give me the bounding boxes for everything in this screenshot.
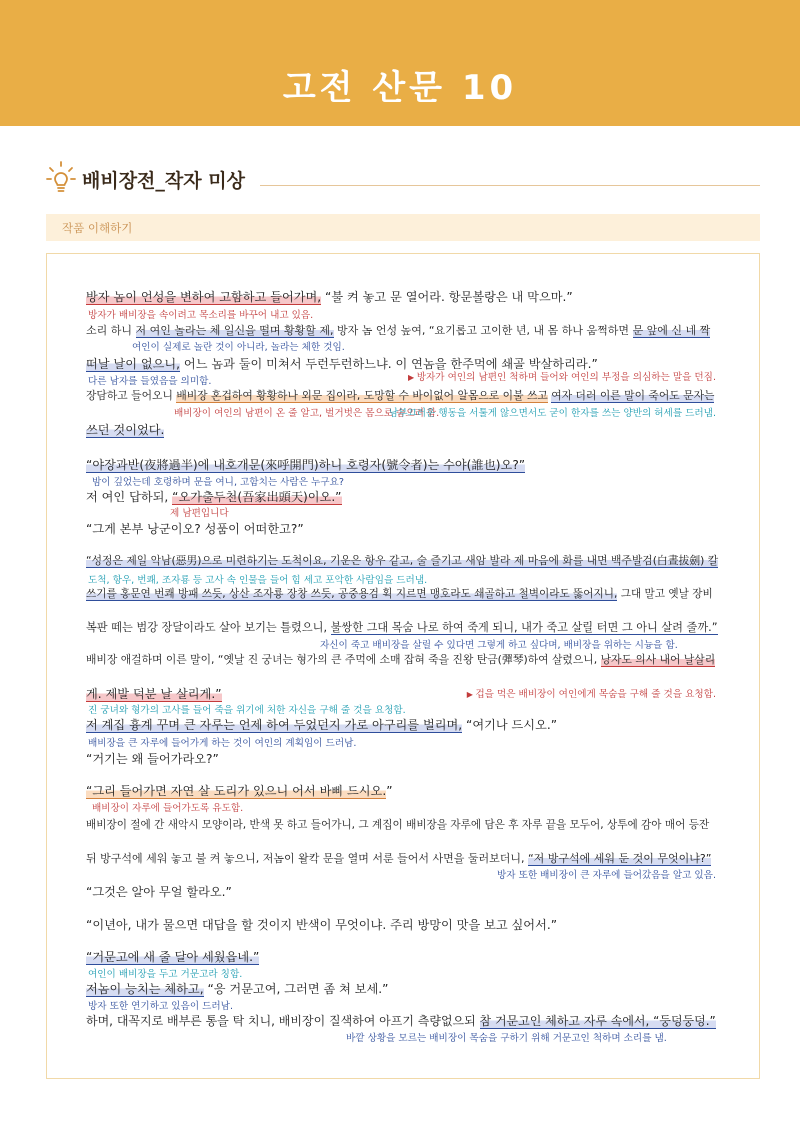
highlight-red: 게. 제발 덕분 날 살리게.” bbox=[86, 687, 222, 701]
tab-label: 작품 이해하기 bbox=[62, 221, 133, 235]
passage-line bbox=[86, 421, 164, 438]
annotation-note: 여인이 실제로 놀란 것이 아니라, 놀라는 체한 것임. bbox=[132, 342, 345, 353]
highlight-blue: “야장과반(夜將過半)에 내호개문(來呼開門)하니 호령자(號令者)는 수야(誰也)오?” bbox=[86, 458, 526, 472]
passage-line: 복판 떼는 범강 장달이라도 살아 보기는 틀렸으니, 불쌍한 그대 목숨 나로 하여 죽게 되니, 내가 죽고 살릴 터면 그 아니 살려 줄까.” bbox=[86, 621, 718, 634]
highlight-red: 방자 놈이 언성을 변하여 고함하고 들어가며, bbox=[86, 290, 322, 304]
passage-line: 저 계집 흉계 꾸며 큰 자루는 언제 하여 두었던지 가로 아구리를 벌리며, “여기나 드시오.” bbox=[86, 718, 558, 732]
highlight-blue: 저놈이 능치는 체하고, bbox=[86, 982, 204, 996]
passage-line: 배비장이 절에 간 새악시 모양이라, 반색 못 하고 들어가니, 그 계집이 배비장을 자루에 담은 후 자루 끝을 모두어, 상투에 감아 매어 등잔 bbox=[86, 819, 710, 831]
passage-line: “그게 본부 낭군이오? 성품이 어떠한고?” bbox=[86, 522, 304, 536]
passage-line: 배비장 애걸하며 이른 말이, “옛날 진 궁녀는 형가의 큰 주먹에 소매 잡혀 죽을 진왕 탄금(彈琴)하여 살렸으니, 낭자도 의사 내어 날살리 bbox=[86, 653, 716, 666]
passage-line: 저놈이 능치는 체하고, “응 거문고여, 그러면 좀 쳐 보세.” bbox=[86, 982, 389, 996]
highlight-orange: “그리 들어가면 자연 살 도리가 있으니 어서 바삐 드시오. bbox=[86, 784, 387, 798]
highlight-red: 낭자도 의사 내어 날살리 bbox=[600, 653, 716, 666]
passage-line: 방자 놈이 언성을 변하여 고함하고 들어가며, “불 켜 놓고 문 열어라. 항문볼랑은 내 막으마.” bbox=[86, 290, 573, 304]
arrow-icon: ▶ bbox=[408, 373, 417, 382]
passage-line bbox=[86, 685, 222, 702]
lightbulb-icon bbox=[46, 160, 76, 194]
highlight-blue: 여자 더러 이른 말이 죽어도 문자는 bbox=[551, 389, 715, 402]
arrow-icon: ▶ bbox=[466, 690, 476, 699]
annotation-note: 다른 남자를 들였음을 의미함. bbox=[88, 376, 212, 387]
section-title: 배비장전_작자 미상 bbox=[82, 170, 245, 192]
annotation-note: 배비장이 자루에 들어가도록 유도함. bbox=[92, 803, 244, 814]
annotation-note: 도척, 항우, 번쾌, 조자룡 등 고사 속 인물을 들어 힘 세고 포악한 사람임을 드러냄. bbox=[88, 575, 428, 586]
annotation-note: ▶ 겁을 먹은 배비장이 여인에게 목숨을 구해 줄 것을 요청함. bbox=[466, 689, 716, 700]
highlight-blue: 떠날 날이 없으니, bbox=[86, 357, 181, 371]
annotation-note: 배비장을 큰 자루에 들어가게 하는 것이 여인의 계획임이 드러남. bbox=[88, 738, 357, 749]
passage-line: 쓰기를 홍문연 번쾌 방패 쓰듯, 상산 조자룡 장창 쓰듯, 공중용검 획 지르면 맹호라도 쇄골하고 철벽이라도 뚫어지니, 그대 말고 옛날 장비 bbox=[86, 588, 713, 600]
annotation-note: 방자가 배비장을 속이려고 목소리를 바꾸어 내고 있음. bbox=[88, 310, 314, 321]
highlight-orange: 배비장 혼겁하여 황황하나 외문 집이라, 도망할 수 바이없어 알몸으로 이불 쓰고 bbox=[176, 389, 548, 402]
highlight-blue: “저 방구석에 세워 둔 것이 무엇이냐?” bbox=[527, 852, 712, 865]
passage-line: 뒤 방구석에 세워 놓고 불 켜 놓으니, 저놈이 왈칵 문을 열며 서룬 들어서 사면을 둘러보더니, “저 방구석에 세워 둔 것이 무엇이냐?” bbox=[86, 852, 712, 865]
annotation-note: 바깥 상황을 모르는 배비장이 목숨을 구하기 위해 거문고인 척하며 소리를 냄. bbox=[346, 1033, 667, 1044]
underline-blue: 불쌍한 그대 목숨 나로 하여 죽게 되니, 내가 죽고 살릴 터면 그 아니 살려 줄까.” bbox=[330, 621, 718, 634]
annotation-note: 밤이 깊었는데 호령하며 문을 여니, 고함치는 사람은 누구요? bbox=[92, 477, 344, 488]
annotation-note: 배비장이 여인의 남편이 온 줄 알고, 벌거벗은 몸으로 숨으려 함. bbox=[174, 408, 440, 419]
section-heading bbox=[46, 160, 760, 196]
highlight-blue: 쓰던 것이었다. bbox=[86, 423, 165, 437]
annotation-note: 방자 또한 배비장이 큰 자루에 들어갔음을 알고 있음. bbox=[496, 870, 716, 881]
annotation-note: 방자 또한 연기하고 있음이 드러남. bbox=[88, 1001, 233, 1012]
passage-line: “그것은 알아 무얼 할라오.” bbox=[86, 885, 232, 899]
passage-line: 소리 하니 저 여인 놀라는 체 일신을 떨며 황황할 제, 방자 놈 언성 높여, “요기롭고 고이한 년, 내 몸 하나 움쩍하면 문 앞에 신 네 짝 bbox=[86, 324, 711, 337]
section-divider bbox=[260, 185, 760, 186]
passage-line: “그리 들어가면 자연 살 도리가 있으니 어서 바삐 드시오.” bbox=[86, 784, 393, 798]
annotation-note: 자신이 죽고 배비장을 살릴 수 있다면 그렇게 하고 싶다며, 배비장을 위하는 시늉을 함. bbox=[320, 640, 678, 651]
highlight-blue: 참 거문고인 체하고 자루 속에서, “둥덩둥덩.” bbox=[479, 1014, 716, 1028]
passage-line bbox=[86, 456, 525, 473]
passage-line: 하며, 대꼭지로 배부른 통을 탁 치니, 배비장이 질색하여 아프기 측량없으되 참 거문고인 체하고 자루 속에서, “둥덩둥덩.” bbox=[86, 1014, 716, 1028]
passage-line: 떠날 날이 없으니, 어느 놈과 둘이 미쳐서 두런두런하느냐. 이 연놈을 한주먹에 쇄골 박살하리라.” bbox=[86, 357, 598, 371]
highlight-blue: 저 여인 놀라는 체 일신을 떨며 황황할 제, bbox=[135, 324, 334, 337]
passage-line: “거기는 왜 들어가라오?” bbox=[86, 752, 219, 766]
passage-line: 장담하고 들어오니 배비장 혼겁하여 황황하나 외문 집이라, 도망할 수 바이없어 알몸으로 이불 쓰고 여자 더러 이른 말이 죽어도 문자는 bbox=[86, 389, 715, 402]
highlight-blue: 저 계집 흉계 꾸며 큰 자루는 언제 하여 두었던지 가로 아구리를 벌리며, bbox=[86, 718, 463, 732]
highlight-blue: 쓰기를 홍문연 번쾌 방패 쓰듯, 상산 조자룡 장창 쓰듯, 공중용검 획 지르면 맹호라도 쇄골하고 철벽이라도 뚫어지니, bbox=[86, 588, 618, 600]
highlight-blue: “거문고에 새 줄 달아 세웠읍네.” bbox=[86, 950, 260, 964]
page-title: 고전 산문 10 bbox=[282, 68, 518, 108]
passage-line bbox=[86, 948, 259, 965]
annotation-note: 여인이 배비장을 두고 거문고라 칭함. bbox=[88, 969, 243, 980]
annotation-note: 남부끄러운 행동을 서툴게 않으면서도 굳이 한자를 쓰는 양반의 허세를 드러냄. bbox=[388, 408, 716, 419]
passage-line bbox=[86, 553, 718, 568]
highlight-red: “오가출두천(吾家出頭天)이오.” bbox=[172, 490, 342, 504]
annotation-note: 제 남편입니다 bbox=[170, 508, 229, 519]
highlight-blue: “성정은 제일 악남(惡男)으로 미련하기는 도척이요, 기운은 항우 같고, 술 즐기고 새암 발라 제 마음에 화를 내면 백주발검(白晝拔劍) 칼 bbox=[86, 554, 719, 567]
passage-line: “이년아, 내가 물으면 대답을 할 것이지 반색이 무엇이냐. 주리 방망이 맛을 보고 싶어서.” bbox=[86, 918, 558, 932]
passage-line: 저 여인 답하되, “오가출두천(吾家出頭天)이오.” bbox=[86, 490, 342, 504]
annotation-note: 진 궁녀와 형가의 고사를 들어 죽을 위기에 처한 자신을 구해 줄 것을 요청함. bbox=[88, 705, 406, 716]
annotation-note: ▶ 방자가 여인의 남편인 척하며 들어와 여인의 부정을 의심하는 말을 던짐. bbox=[408, 372, 716, 383]
header-banner bbox=[0, 0, 800, 126]
tab-bar bbox=[46, 214, 760, 241]
highlight-blue: 문 앞에 신 네 짝 bbox=[632, 324, 711, 337]
